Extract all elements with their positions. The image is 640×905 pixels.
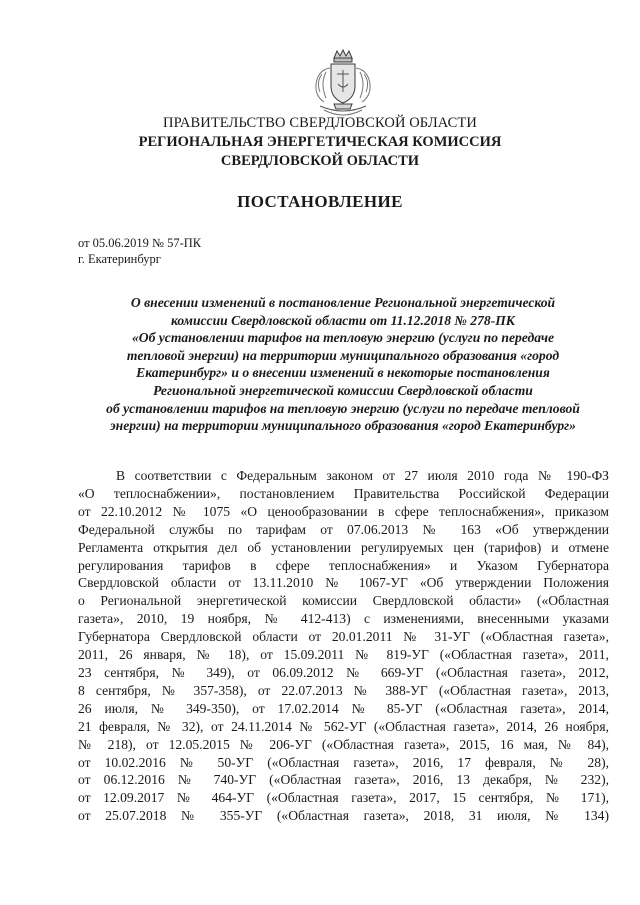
body-line: 21 февраля, № 32), от 24.11.2014 № 562-УГ («Областная газета», 2014, 26 ноября, xyxy=(78,718,609,734)
body-line: от 25.07.2018 № 355-УГ («Областная газета», 2018, 31 июля, № 134) xyxy=(78,808,609,824)
body-line: Губернатора Свердловской области от 20.01.2011 № 31-УГ («Областная газета», xyxy=(78,629,609,645)
document-date-number: от 05.06.2019 № 57-ПК xyxy=(78,236,202,250)
body-line: от 10.02.2016 № 50-УГ («Областная газета», 2016, 17 февраля, № 28), xyxy=(78,754,609,770)
body-line: Регламента открытия дел об установлении регулируемых цен (тарифов) и отмене xyxy=(78,539,609,555)
region-name: СВЕРДЛОВСКОЙ ОБЛАСТИ xyxy=(220,153,420,169)
title-line: «Об установлении тарифов на тепловую энергию (услуги по передаче xyxy=(131,330,555,346)
body-line: от 12.09.2017 № 464-УГ («Областная газета», 2017, 15 сентября, № 171), xyxy=(78,790,609,806)
document-city: г. Екатеринбург xyxy=(78,252,161,266)
body-line: Свердловской области от 13.11.2010 № 1067-УГ «Об утверждении Положения xyxy=(78,575,609,591)
body-line: о Региональной энергетической комиссии Свердловской области» («Областная xyxy=(78,593,609,609)
title-line: О внесении изменений в постановление Региональной энергетической xyxy=(130,295,556,310)
body-line: Федеральной службы по тарифам от 07.06.2013 № 163 «Об утверждении xyxy=(78,521,609,537)
title-line: Екатеринбург» и о внесении изменений в некоторые постановления xyxy=(136,365,550,381)
title-line: комиссии Свердловской области от 11.12.2018 № 278-ПК xyxy=(170,312,516,328)
title-line: об установлении тарифов на тепловую энергию (услуги по передаче тепловой xyxy=(106,400,580,416)
body-line: 23 сентября, № 349), от 06.09.2012 № 669-УГ («Областная газета», 2012, xyxy=(78,664,609,680)
title-line: тепловой энергии) на территории муниципального образования «город xyxy=(126,347,560,363)
body-line: В соответствии с Федеральным законом от 27 июля 2010 года № 190-ФЗ xyxy=(116,468,609,483)
body-line: 2011, 26 января, № 18), от 15.09.2011 № 819-УГ («Областная газета», 2011, xyxy=(78,647,609,663)
body-line: № 218), от 12.05.2015 № 206-УГ («Областная газета», 2015, 16 мая, № 84), xyxy=(78,736,609,752)
body-line: «О теплоснабжении», постановлением Правительства Российской Федерации xyxy=(78,485,609,501)
body-line: газета», 2010, 19 ноября, № 412-413) с изменениями, внесенными указами xyxy=(78,611,609,627)
commission-name: РЕГИОНАЛЬНАЯ ЭНЕРГЕТИЧЕСКАЯ КОМИССИЯ xyxy=(138,134,502,150)
title-line: Региональной энергетической комиссии Свердловской области xyxy=(153,382,533,398)
body-line: 26 июля, № 349-350), от 17.02.2014 № 85-УГ («Областная газета», 2014, xyxy=(78,700,609,716)
body-line: от 22.10.2012 № 1075 «О ценообразовании в сфере теплоснабжения», приказом xyxy=(78,503,609,519)
document-type-heading: ПОСТАНОВЛЕНИЕ xyxy=(237,192,403,211)
body-line: регулирования тарифов в сфере теплоснабжения» и Указом Губернатора xyxy=(78,557,609,573)
government-name: ПРАВИТЕЛЬСТВО СВЕРДЛОВСКОЙ ОБЛАСТИ xyxy=(163,115,477,131)
body-line: 8 сентября, № 357-358), от 22.07.2013 № 388-УГ («Областная газета», 2013, xyxy=(78,682,609,698)
sverdlovsk-coat-of-arms-icon xyxy=(310,48,376,120)
body-line: от 06.12.2016 № 740-УГ («Областная газета», 2016, 13 декабря, № 232), xyxy=(78,772,609,788)
title-line: энергии) на территории муниципального образования «город Екатеринбург» xyxy=(110,418,576,434)
document-body xyxy=(78,467,609,825)
document-title xyxy=(78,294,608,435)
